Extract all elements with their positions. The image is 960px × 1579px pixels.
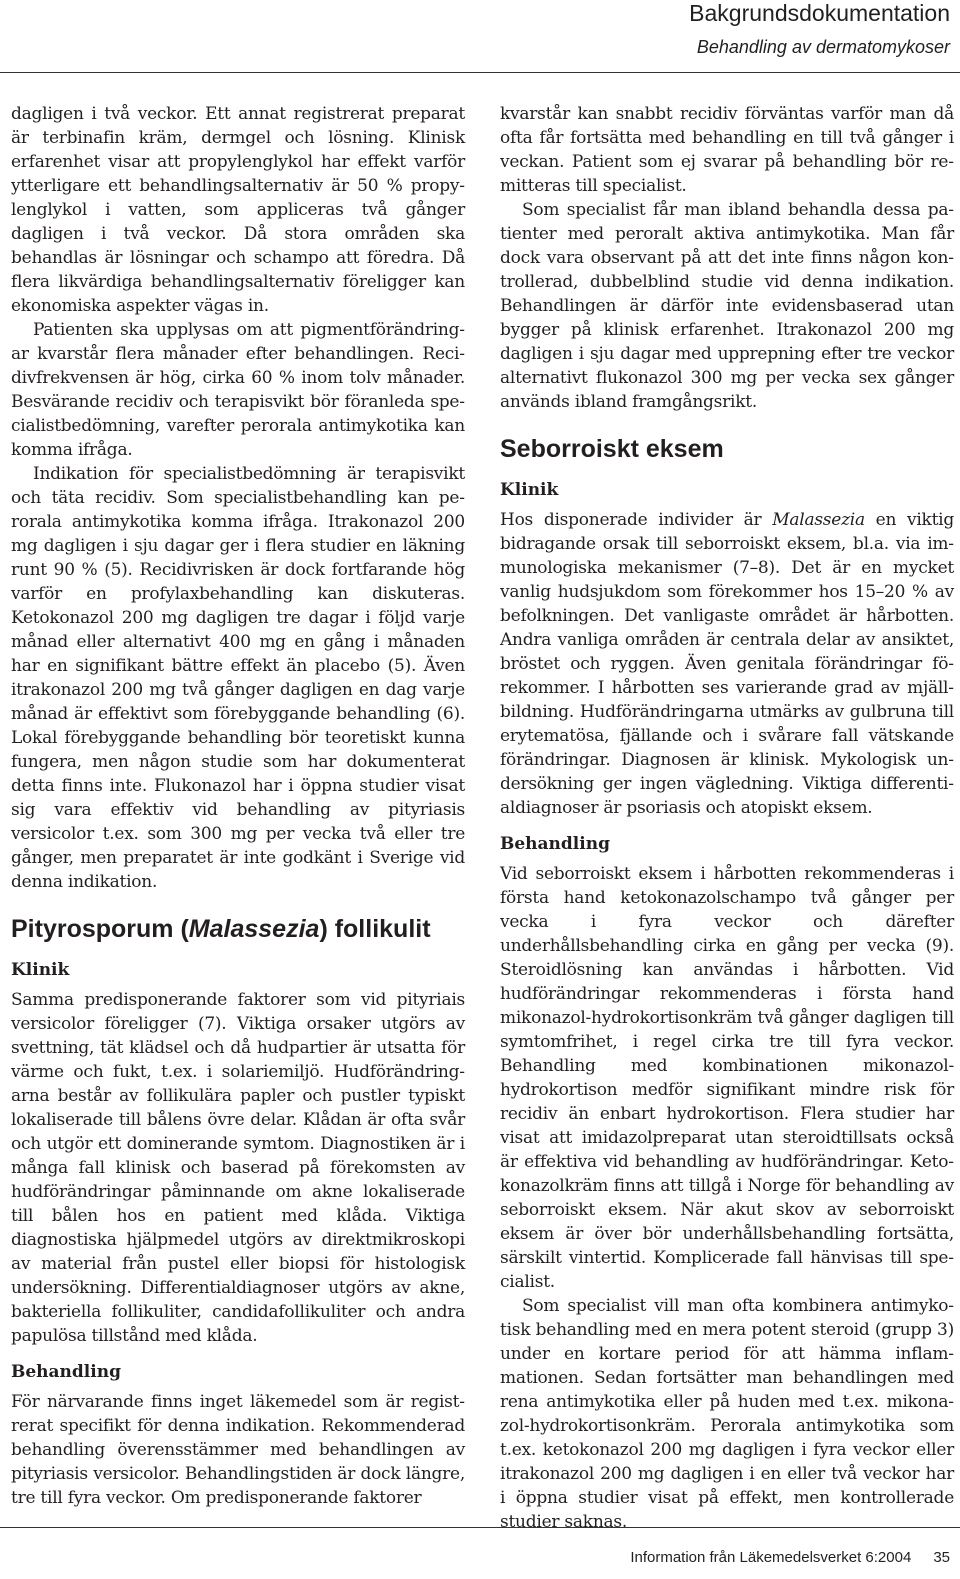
subheading-klinik: Klinik	[500, 480, 559, 500]
footer-divider	[0, 1527, 960, 1528]
left-paragraph-5: För närvarande finns inget läkemedel som är registrerat specifikt för denna indikation. Rekommenderad behandling överensstämmer med behandlingen av pityriasis versicolor. Behandlingstiden är dock längre, tre till fyra veckor. Om predisponerande faktorer	[11, 1392, 465, 1508]
right-paragraph-2: Som specialist får man ibland behandla dessa patienter med peroralt aktiva antimykotika. Man får dock vara observant på att det inte finns någon kontrollerad, dubbelblind studie vid denna indikation. Behandlingen är därför inte evidensbaserad utan bygger på klinisk erfarenhet. Itrakonazol 200 mg dagligen i sju dagar med upprepning efter tre veckor alternativt flukonazol 300 mg per vecka sex gånger används ibland framgångsrikt.	[500, 200, 954, 412]
left-paragraph-2: Patienten ska upplysas om att pigmentförändringar kvarstår flera månader efter behandlingen. Recidivfrekvensen är hög, cirka 60 % inom tolv månader. Besvärande recidiv och terapisvikt bör föranleda specialistbedömning, varefter perorala antimykotika kan komma ifråga.	[11, 320, 465, 460]
page-footer	[0, 1527, 960, 1579]
header-divider	[0, 72, 960, 73]
left-paragraph-4: Samma predisponerande faktorer som vid pityriais versicolor föreligger (7). Viktiga orsaker utgörs av svettning, tät klädsel och då hudpartier är utsatta för värme och fukt, t.ex. i solariemiljö. Hudförändringarna består av follikulära papler och pustler typiskt lokaliserade till bålens övre delar. Klådan är ofta svår och utgör ett dominerande symtom. Diagnostiken är i många fall klinisk och baserad på förekomsten av hudförändringar påminnande om akne lokaliserade till bålen hos en patient med klåda. Viktiga diagnostiska hjälpmedel utgörs av direktmikroskopi av material från pustel eller biopsi för histologisk undersökning. Differentialdiagnoser utgörs av akne, bakteriella follikuliter, candidafollikuliter och andra papulösa tillstånd med klåda.	[11, 990, 465, 1346]
page-number: 35	[933, 1549, 950, 1566]
left-column	[11, 102, 465, 1510]
subheading-klinik: Klinik	[11, 960, 70, 980]
page-header	[0, 0, 960, 78]
right-paragraph-3	[500, 508, 954, 820]
publication-name: Information från Läkemedelsverket 6:2004	[630, 1549, 912, 1566]
header-title: Bakgrundsdokumentation	[689, 0, 950, 26]
right-paragraph-1: kvarstår kan snabbt recidiv förväntas varför man då ofta får fortsätta med behandling en till två gånger i veckan. Patient som ej svarar på behandling bör remitteras till specialist.	[500, 104, 954, 196]
right-column	[500, 102, 954, 1534]
heading-italic-part: Malassezia	[188, 915, 320, 943]
italic-term: Malassezia	[772, 510, 865, 530]
text-part: Hos disponerade individer är	[500, 510, 773, 530]
left-paragraph-1: dagligen i två veckor. Ett annat registrerat preparat är terbinafin kräm, dermgel och lösning. Klinisk erfarenhet visar att propylenglykol har effekt varför ytterligare ett behandlingsalternativ är 50 % propylenglykol i vatten, som appliceras två gånger dagligen i två veckor. Då stora områden ska behandlas är lösningar och schampo att föredra. Då flera likvärdiga behandlingsalternativ föreligger kan ekonomiska aspekter vägas in.	[11, 104, 465, 316]
right-paragraph-4: Vid seborroiskt eksem i hårbotten rekommenderas i första hand ketokonazolschampo två gånger per vecka i fyra veckor och därefter underhållsbehandling cirka en gång per vecka (9). Steroidlösning kan användas i hårbotten. Vid hudförändringar rekommenderas i första hand mikonazol-hydrokortisonkräm två gånger dagligen till symtomfrihet, i regel cirka tre till fyra veckor. Behandling med kombinationen mikonazol-hydrokortison medför signifikant mindre risk för recidiv än enbart hydrokortison. Flera studier har visat att imidazolpreparat utan steroidtillsats också är effektiva vid behandling av hudförändringar. Ketokonazolkräm finns att tillgå i Norge för behandling av seborroiskt eksem. När akut skov av seborroiskt eksem är över bör underhållsbehandling fortsätta, särskilt vintertid. Komplicerade fall hänvisas till specialist.	[500, 864, 954, 1292]
section-heading-follikulit	[11, 914, 465, 944]
text-part: en viktig bidragande orsak till seborroiskt eksem, bl.a. via immunologiska mekanismer (7–8). Det är en mycket vanlig hudsjukdom som förekommer hos 15–20 % av befolkningen. Det vanligaste området är hårbotten. Andra vanliga områden är centrala delar av ansiktet, bröstet och ryggen. Även genitala förändringar förekommer. I hårbotten ses varierande grad av mjällbildning. Hudförändringarna utmärks av gulbruna till erytematösa, fjällande och i svårare fall vätskande förändringar. Diagnosen är klinisk. Mykologisk undersökning ger ingen vägledning. Viktiga differentialdiagnoser är psoriasis och atopiskt eksem.	[500, 510, 954, 818]
right-paragraph-5: Som specialist vill man ofta kombinera antimykotisk behandling med en mera potent steroid (grupp 3) under en kortare period för att hämma inflammationen. Sedan fortsätter man behandlingen med rena antimykotika eller på huden med t.ex. mikonazol-hydrokortisonkräm. Perorala antimykotika som t.ex. ketokonazol 200 mg dagligen i fyra veckor eller itrakonazol 200 mg dagligen i en eller två veckor har i öppna studier visat på effekt, men kontrollerade studier saknas.	[500, 1296, 954, 1532]
heading-part: ) follikulit	[319, 915, 431, 943]
subheading-behandling: Behandling	[11, 1362, 121, 1382]
heading-part: Pityrosporum (	[11, 915, 189, 943]
subheading-behandling: Behandling	[500, 834, 610, 854]
section-heading-seborroiskt-eksem: Seborroiskt eksem	[500, 435, 724, 463]
header-subtitle: Behandling av dermatomykoser	[696, 37, 950, 57]
footer-text	[630, 1549, 950, 1566]
left-paragraph-3: Indikation för specialistbedömning är terapisvikt och täta recidiv. Som specialistbehandling kan perorala antimykotika komma ifråga. Itrakonazol 200 mg dagligen i sju dagar ger i flera studier en läkning runt 90 % (5). Recidivrisken är dock fortfarande hög varför en profylaxbehandling kan diskuteras. Ketokonazol 200 mg dagligen tre dagar i följd varje månad eller alternativt 400 mg en gång i månaden har en signifikant bättre effekt än placebo (5). Även itrakonazol 200 mg två gånger dagligen en dag varje månad är effektivt som förebyggande behandling (6). Lokal förebyggande behandling bör teoretiskt kunna fungera, men någon studie som har dokumenterat detta finns inte. Flukonazol har i öppna studier visat sig vara effektiv vid behandling av pityriasis versicolor t.ex. som 300 mg per vecka två eller tre gånger, men preparatet är inte godkänt i Sverige vid denna indikation.	[11, 464, 465, 892]
